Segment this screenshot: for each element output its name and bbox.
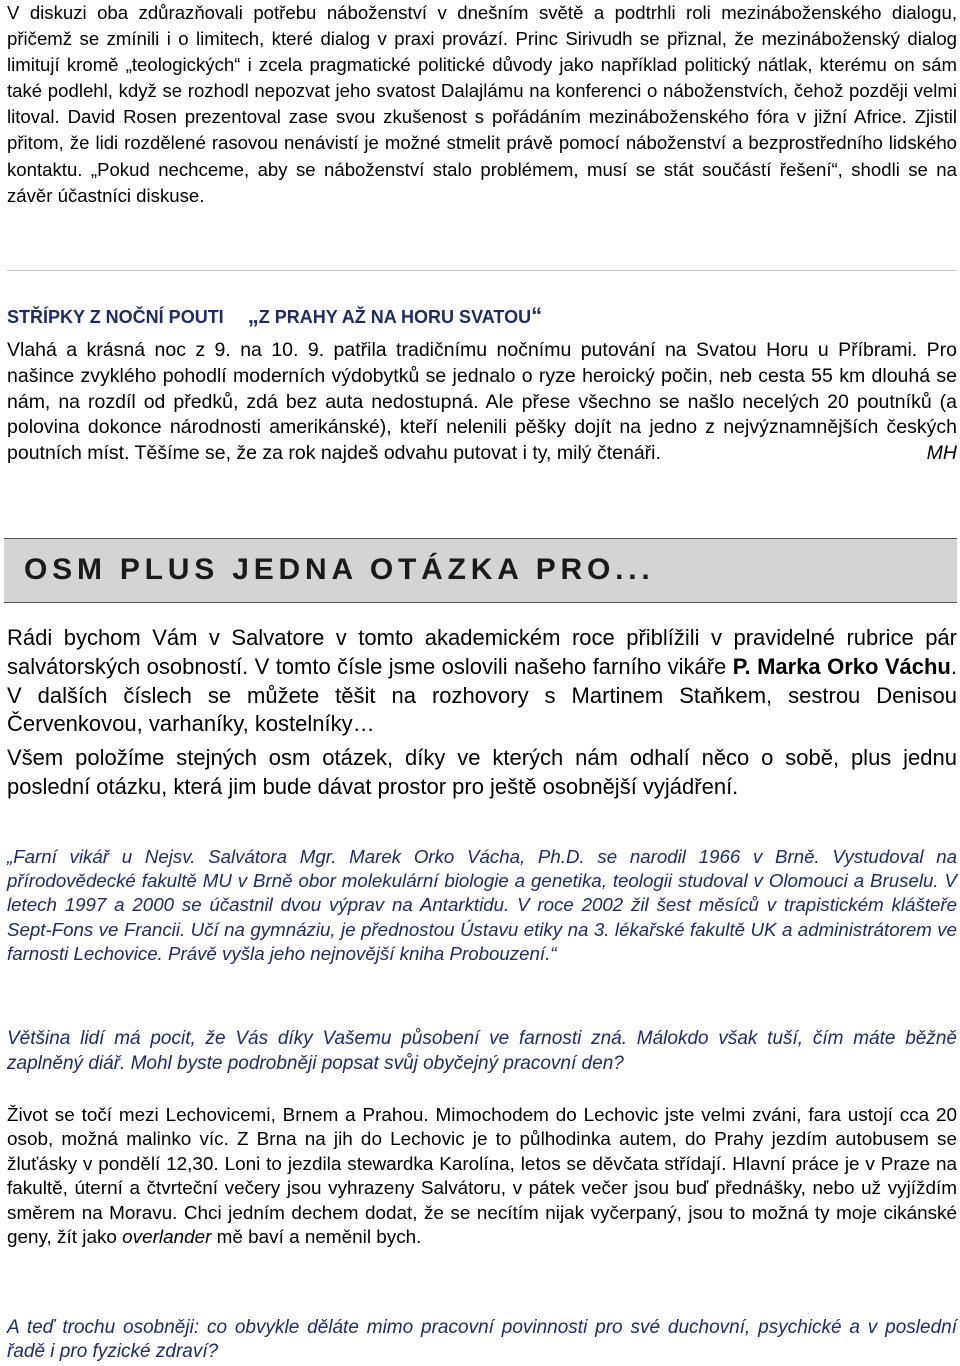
answer-1-italic-word: overlander — [122, 1227, 212, 1249]
answer-1 — [7, 1104, 957, 1251]
answer-1-text-end: mě baví a neměnil bych. — [211, 1227, 422, 1249]
intro-paragraph-2: Všem položíme stejných osm otázek, díky ve kterých nám odhalí něco o sobě, plus jednu poslední otázku, která jim bude dávat prostor pro ještě osobnější vyjádření. — [7, 745, 957, 799]
banner-title: OSM PLUS JEDNA OTÁZKA PRO... — [24, 553, 655, 586]
pilgrimage-paragraph — [7, 338, 957, 467]
pilgrimage-heading — [7, 304, 957, 329]
pilgrimage-text: Vlahá a krásná noc z 9. na 10. 9. patřila tradičnímu nočnímu putování na Svatou Horu u Příbrami. Pro našince zvyklého pohodlí moderních výdobytků se jednalo o ryze heroický počin, neb cesta 55 km dlouhá se nám, na rozdíl od předků, zdá bez auta nedostupná. Ale přese všechno se našlo necelých 20 poutníků (a polovina dokonce národnosti amerikánské), kteří nelenili pěšky dojít na jedno z nejvýznamnějších českých poutních míst. Těšíme se, že za rok najdeš odvahu putovat i ty, milý čtenáři. — [7, 339, 957, 465]
pilgrimage-heading-part2: Z PRAHY AŽ NA HORU SVATOU — [258, 307, 532, 327]
intro-text-before: Rádi bychom Vám v Salvatore v tomto akademickém roce přiblížili v pravidelné rubrice pár salvátorských osobností. V tomto čísle jsme oslovili našeho farního vikáře — [7, 625, 957, 679]
intro-paragraph-1 — [7, 624, 957, 739]
author-signature: MH — [926, 442, 957, 465]
intro-text-after: . V dalších číslech se můžete těšit na rozhovory s Martinem Staňkem, sestrou Denisou Červenkovou, varhaníky, kostelníky… — [7, 653, 957, 737]
section-divider — [7, 270, 957, 271]
bio-paragraph: „Farní vikář u Nejsv. Salvátora Mgr. Marek Orko Vácha, Ph.D. se narodil 1966 v Brně. Vystudoval na přírodovědecké fakultě MU v Brně obor molekulární biologie a genetika, teologii studoval v Olomouci a Bruselu. V letech 1997 a 2000 se účastnil dvou výprav na Antarktidu. V roce 2002 žil šest měsíců v trapistickém klášteře Sept-Fons ve Francii. Učí na gymnáziu, je přednostou Ústavu etiky na 3. lékařské fakultě UK a administrátorem ve farnosti Lechovice. Právě vyšla jeho nejnovější kniha Probouzení.“ — [7, 846, 957, 964]
question-2: A teď trochu osobněji: co obvykle děláte mimo pracovní povinnosti pro své duchovní, psychické a v poslední řadě i pro fyzické zdraví? — [7, 1317, 957, 1363]
discussion-paragraph: V diskuzi oba zdůrazňovali potřebu náboženství v dnešním světě a podtrhli roli mezináboženského dialogu, přičemž se zmínili i o limitech, které dialog v praxi provází. Princ Sirivudh se přiznal, že mezináboženský dialog limitují kromě „teologických“ i zcela pragmatické politické důvody jako například politický nátlak, kterému on sám také podlehl, když se rozhodl nepozvat jeho svatost Dalajlámu na konferenci o náboženstvích, čehož později velmi litoval. David Rosen prezentoval zase svou zkušenost s pořádáním mezináboženského fóra v jižní Africe. Zjistil přitom, že lidi rozdělené rasovou nenávistí je možné stmelit právě pomocí náboženství a bezprostředního lidského kontaktu. „Pokud nechceme, aby se náboženství stalo problémem, musí se stát součástí řešení“, shodli se na závěr účastníci diskuse. — [7, 2, 957, 206]
question-1: Většina lidí má pocit, že Vás díky Vašemu působení ve farnosti zná. Málokdo však tuší, čím máte běžně zaplněný diář. Mohl byste podrobněji popsat svůj obyčejný pracovní den? — [7, 1028, 957, 1074]
section-banner — [4, 538, 957, 603]
interviewee-name: P. Marka Orko Váchu — [732, 653, 951, 679]
pilgrimage-heading-quote-open: „ — [247, 303, 259, 328]
answer-1-text: Život se točí mezi Lechovicemi, Brnem a Prahou. Mimochodem do Lechovic jste velmi zváni, fara ustojí cca 20 osob, možná malinko víc. Z Brna na jih do Lechovic je to půlhodinka autem, do Prahy jezdím autobusem se žluťásky v pondělí 12,30. Loni to jezdila stewardka Karolína, letos se děvčata střídají. Hlavní práce je v Praze na fakultě, úterní a čtvrteční večery jsou vyhrazeny Salvátoru, v pátek večer jsou buď přednášky, nebo už vyjíždím směrem na Moravu. Chci jedním dechem dodat, že se necítím nijak vyčerpaný, jsou to možná ty moje cikánské geny, žít jako — [7, 1105, 957, 1249]
pilgrimage-heading-part1: STŘÍPKY Z NOČNÍ POUTI — [7, 307, 224, 327]
pilgrimage-heading-quote-close: “ — [531, 303, 543, 328]
